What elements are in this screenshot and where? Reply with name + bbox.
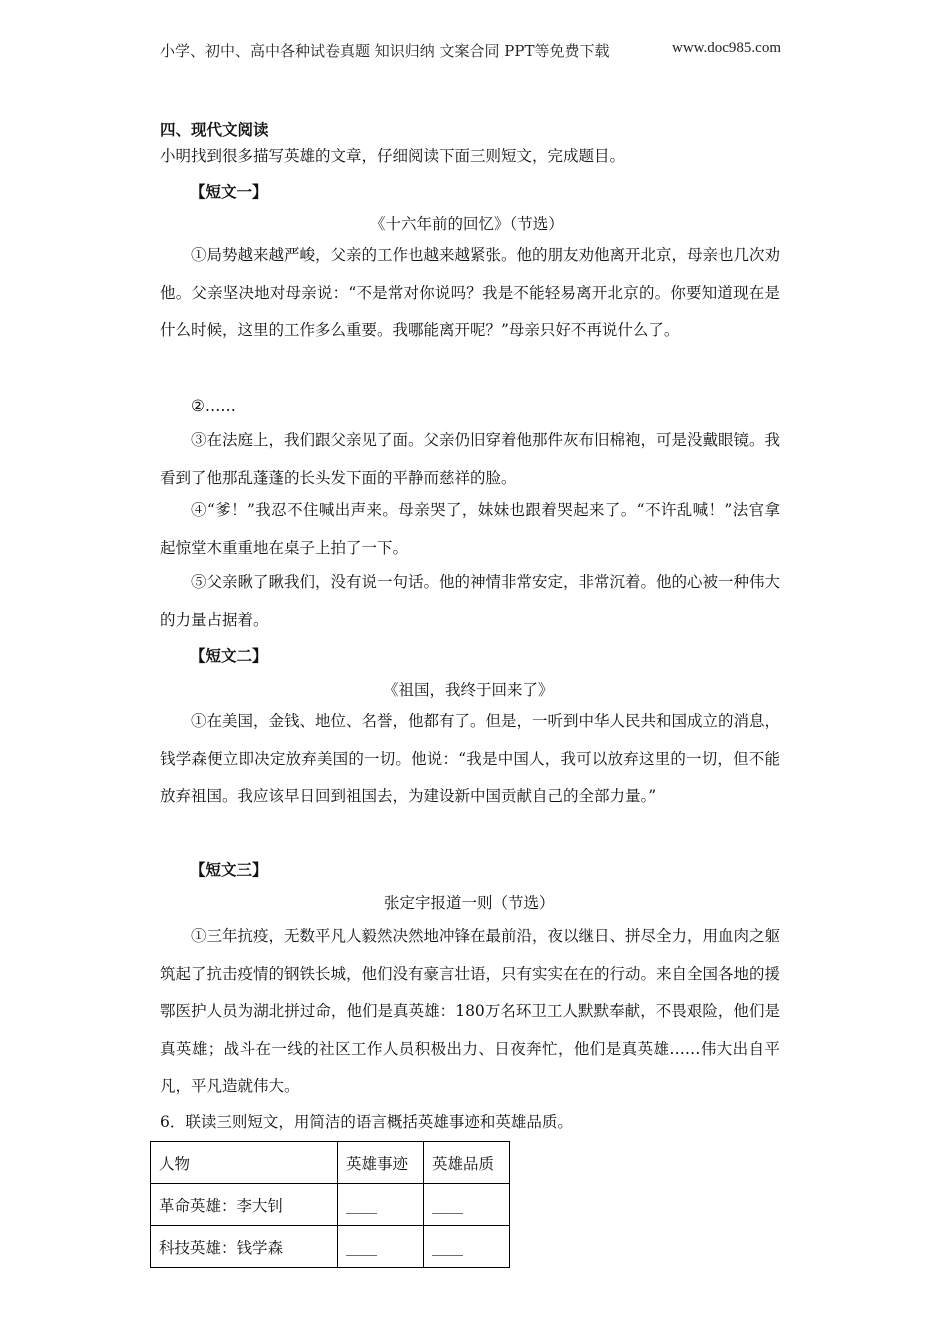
header-deed: 英雄事迹 [338, 1142, 424, 1184]
passage1-para1: ①局势越来越严峻，父亲的工作也越来越紧张。他的朋友劝他离开北京，母亲也几次劝他。父亲坚决地对母亲说：“不是常对你说吗？我是不能轻易离开北京的。你要知道现在是什么时候，这里的工作多么重要。我哪能离开呢？”母亲只好不再说什么了。 [160, 246, 781, 339]
question-6: 6．联读三则短文，用简洁的语言概括英雄事迹和英雄品质。 [160, 1113, 573, 1131]
header-person: 人物 [151, 1142, 338, 1184]
table-row [151, 1226, 510, 1268]
passage3-label: 【短文三】 [190, 861, 268, 879]
quality-blank[interactable]: ____ [424, 1184, 510, 1226]
passage3-title: 张定宇报道一则（节选） [384, 894, 555, 912]
passage3-para1: ①三年抗疫，无数平凡人毅然决然地冲锋在最前沿，夜以继日、拼尽全力，用血肉之躯筑起了抗击疫情的钢铁长城，他们没有豪言壮语，只有实实在在的行动。来自全国各地的援鄂医护人员为湖北拼过命，他们是真英雄：180万名环卫工人默默奉献，不畏艰险，他们是真英雄；战斗在一线的社区工作人员积极出力、日夜奔忙，他们是真英雄……伟大出自平凡，平凡造就伟大。 [160, 927, 781, 1095]
header-slogan: 小学、初中、高中各种试卷真题 知识归纳 文案合同 PPT等免费下载 [160, 42, 610, 60]
header-quality: 英雄品质 [424, 1142, 510, 1184]
passage2-para1: ①在美国，金钱、地位、名誉，他都有了。但是，一听到中华人民共和国成立的消息，钱学森便立即决定放弃美国的一切。他说：“我是中国人，我可以放弃这里的一切，但不能放弃祖国。我应该早日回到祖国去，为建设新中国贡献自己的全部力量。” [160, 712, 781, 805]
table-row [151, 1184, 510, 1226]
table-header-row [151, 1142, 510, 1184]
intro-text: 小明找到很多描写英雄的文章，仔细阅读下面三则短文，完成题目。 [160, 147, 626, 165]
header-url[interactable]: www.doc985.com [672, 40, 782, 56]
row-person: 革命英雄：李大钊 [151, 1184, 338, 1226]
passage1-para3: ③在法庭上，我们跟父亲见了面。父亲仍旧穿着他那件灰布旧棉袍，可是没戴眼镜。我看到了他那乱蓬蓬的长头发下面的平静而慈祥的脸。 [160, 431, 781, 487]
passage1-para4: ④“爹！”我忍不住喊出声来。母亲哭了，妹妹也跟着哭起来了。“不许乱喊！”法官拿起惊堂木重重地在桌子上拍了一下。 [160, 501, 780, 557]
passage1-para5: ⑤父亲瞅了瞅我们，没有说一句话。他的神情非常安定，非常沉着。他的心被一种伟大的力量占据着。 [160, 573, 781, 629]
passage1-label: 【短文一】 [190, 183, 268, 201]
answer-table [150, 1141, 510, 1268]
quality-blank[interactable]: ____ [424, 1226, 510, 1268]
passage1-para2: ②…… [191, 397, 236, 415]
passage1-title: 《十六年前的回忆》（节选） [370, 215, 564, 233]
section-title: 四、现代文阅读 [160, 121, 269, 139]
row-person: 科技英雄：钱学森 [151, 1226, 338, 1268]
deed-blank[interactable]: ____ [338, 1184, 424, 1226]
page-header [160, 40, 782, 61]
passage2-label: 【短文二】 [190, 647, 268, 665]
passage2-title: 《祖国，我终于回来了》 [383, 681, 554, 699]
deed-blank[interactable]: ____ [338, 1226, 424, 1268]
